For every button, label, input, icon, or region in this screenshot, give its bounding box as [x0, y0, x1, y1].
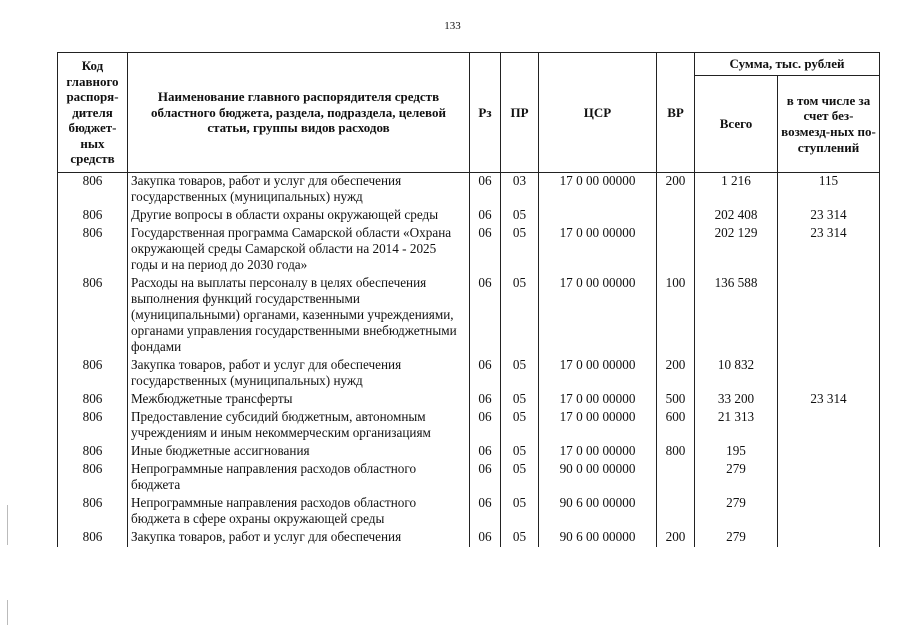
cell-csr: 17 0 00 00000 [539, 173, 657, 208]
cell-total: 136 588 [695, 275, 778, 357]
cell-extra: 23 314 [778, 207, 880, 225]
header-name: Наименование главного распорядителя средств областного бюджета, раздела, подраздела, целевой статьи, группы видов расходов [128, 53, 470, 173]
cell-name: Другие вопросы в области охраны окружающей среды [128, 207, 470, 225]
table-row [58, 529, 880, 547]
table-row [58, 495, 880, 529]
cell-extra [778, 461, 880, 495]
cell-vr [657, 495, 695, 529]
cell-name: Предоставление субсидий бюджетным, автономным учреждениям и иным некоммерческим организациям [128, 409, 470, 443]
cell-extra [778, 529, 880, 547]
cell-csr: 17 0 00 00000 [539, 225, 657, 275]
cell-vr: 500 [657, 391, 695, 409]
header-code: Код главного распоря-дителя бюджет-ных средств [58, 53, 128, 173]
cell-rz: 06 [470, 275, 501, 357]
cell-pr: 05 [501, 495, 539, 529]
cell-extra [778, 409, 880, 443]
cell-total: 202 408 [695, 207, 778, 225]
cell-vr: 200 [657, 173, 695, 208]
cell-vr: 200 [657, 529, 695, 547]
cell-vr [657, 225, 695, 275]
cell-extra: 23 314 [778, 391, 880, 409]
cell-rz: 06 [470, 225, 501, 275]
cell-vr [657, 207, 695, 225]
cell-pr: 05 [501, 443, 539, 461]
cell-total: 1 216 [695, 173, 778, 208]
table-row [58, 207, 880, 225]
cell-pr: 05 [501, 409, 539, 443]
cell-total: 195 [695, 443, 778, 461]
cell-name: Непрограммные направления расходов областного бюджета [128, 461, 470, 495]
budget-table [57, 52, 880, 547]
cell-csr: 17 0 00 00000 [539, 357, 657, 391]
cell-csr: 17 0 00 00000 [539, 409, 657, 443]
cell-total: 279 [695, 461, 778, 495]
cell-code: 806 [58, 207, 128, 225]
header-extra: в том числе за счет без-возмезд-ных по-ступлений [778, 76, 880, 173]
cell-extra [778, 357, 880, 391]
header-pr: ПР [501, 53, 539, 173]
table-row [58, 173, 880, 208]
cell-pr: 05 [501, 529, 539, 547]
cell-csr: 17 0 00 00000 [539, 443, 657, 461]
cell-code: 806 [58, 495, 128, 529]
table-row [58, 461, 880, 495]
cell-total: 33 200 [695, 391, 778, 409]
table-body [58, 173, 880, 548]
cell-code: 806 [58, 443, 128, 461]
cell-code: 806 [58, 391, 128, 409]
cell-extra [778, 275, 880, 357]
cell-rz: 06 [470, 391, 501, 409]
cell-rz: 06 [470, 173, 501, 208]
cell-csr: 90 0 00 00000 [539, 461, 657, 495]
cell-csr [539, 207, 657, 225]
cell-pr: 05 [501, 461, 539, 495]
cell-csr: 90 6 00 00000 [539, 495, 657, 529]
cell-total: 279 [695, 495, 778, 529]
table-row [58, 409, 880, 443]
cell-pr: 05 [501, 225, 539, 275]
cell-csr: 17 0 00 00000 [539, 391, 657, 409]
cell-name: Закупка товаров, работ и услуг для обеспечения [128, 529, 470, 547]
cell-name: Закупка товаров, работ и услуг для обеспечения государственных (муниципальных) нужд [128, 173, 470, 208]
cell-name: Закупка товаров, работ и услуг для обеспечения государственных (муниципальных) нужд [128, 357, 470, 391]
table-row [58, 357, 880, 391]
cell-vr: 100 [657, 275, 695, 357]
cell-rz: 06 [470, 357, 501, 391]
cell-vr: 200 [657, 357, 695, 391]
cell-name: Межбюджетные трансферты [128, 391, 470, 409]
cell-pr: 03 [501, 173, 539, 208]
cell-vr [657, 461, 695, 495]
cell-csr: 90 6 00 00000 [539, 529, 657, 547]
cell-code: 806 [58, 409, 128, 443]
cell-rz: 06 [470, 443, 501, 461]
cell-name: Расходы на выплаты персоналу в целях обеспечения выполнения функций государственными (муниципальными) органами, казенными учреждениями, органами управления государственными внебюджетными фондами [128, 275, 470, 357]
cell-pr: 05 [501, 357, 539, 391]
cell-name: Государственная программа Самарской области «Охрана окружающей среды Самарской области на 2014 - 2025 годы и на период до 2030 года» [128, 225, 470, 275]
cell-code: 806 [58, 529, 128, 547]
cell-extra [778, 443, 880, 461]
cell-extra [778, 495, 880, 529]
cell-csr: 17 0 00 00000 [539, 275, 657, 357]
cell-code: 806 [58, 173, 128, 208]
cell-name: Непрограммные направления расходов областного бюджета в сфере охраны окружающей среды [128, 495, 470, 529]
cell-code: 806 [58, 275, 128, 357]
scan-margin-mark [7, 505, 8, 545]
table-row [58, 443, 880, 461]
cell-rz: 06 [470, 495, 501, 529]
cell-code: 806 [58, 357, 128, 391]
cell-rz: 06 [470, 461, 501, 495]
cell-total: 279 [695, 529, 778, 547]
header-rz: Рз [470, 53, 501, 173]
cell-extra: 23 314 [778, 225, 880, 275]
scan-margin-mark [7, 600, 8, 625]
cell-rz: 06 [470, 409, 501, 443]
header-sum: Сумма, тыс. рублей [695, 53, 880, 76]
cell-rz: 06 [470, 529, 501, 547]
header-total: Всего [695, 76, 778, 173]
cell-pr: 05 [501, 275, 539, 357]
cell-rz: 06 [470, 207, 501, 225]
cell-code: 806 [58, 461, 128, 495]
cell-pr: 05 [501, 391, 539, 409]
cell-pr: 05 [501, 207, 539, 225]
table-row [58, 391, 880, 409]
cell-extra: 115 [778, 173, 880, 208]
cell-code: 806 [58, 225, 128, 275]
cell-total: 10 832 [695, 357, 778, 391]
table-row [58, 275, 880, 357]
cell-total: 202 129 [695, 225, 778, 275]
page-number: 133 [444, 20, 461, 32]
header-csr: ЦСР [539, 53, 657, 173]
table-row [58, 225, 880, 275]
cell-vr: 600 [657, 409, 695, 443]
cell-name: Иные бюджетные ассигнования [128, 443, 470, 461]
cell-total: 21 313 [695, 409, 778, 443]
header-vr: ВР [657, 53, 695, 173]
cell-vr: 800 [657, 443, 695, 461]
